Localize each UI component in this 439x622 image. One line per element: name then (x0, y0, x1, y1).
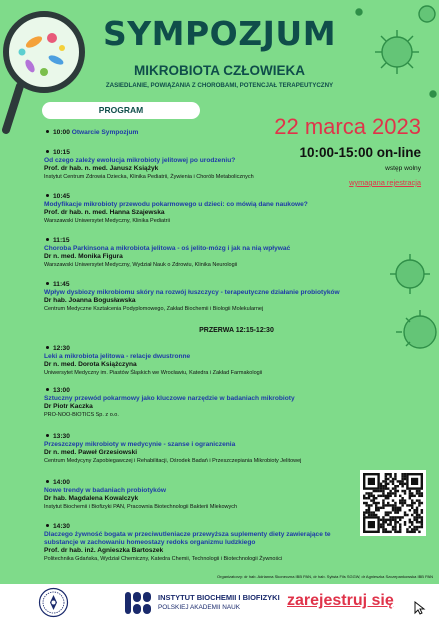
item-speaker: Dr hab. Joanna Bogusławska (44, 297, 136, 304)
item-affiliation: Centrum Medyczne Kształcenia Podyplomowego, Zakład Biochemii i Biologii Molekularnej (44, 305, 264, 312)
item-time: 10:00 (53, 129, 70, 136)
item-speaker: Dr hab. Magdalena Kowalczyk (44, 495, 139, 502)
item-time: 11:45 (53, 281, 70, 288)
item-speaker: Prof. dr hab. n. med. Janusz Książyk (44, 165, 159, 172)
cursor-icon (412, 601, 426, 615)
item-time: 13:00 (53, 387, 70, 394)
schedule-item (44, 236, 429, 269)
symposium-title: SYMPOZJUM (102, 14, 337, 53)
item-time: 14:00 (53, 479, 70, 486)
item-speaker: Dr Piotr Kaczka (44, 403, 93, 410)
qr-code[interactable] (360, 470, 426, 536)
item-speaker: Prof. dr hab. inż. Agnieszka Bartoszek (44, 547, 164, 554)
register-link[interactable]: zarejestruj się (287, 592, 394, 609)
item-time: 11:15 (53, 237, 70, 244)
event-date: 22 marca 2023 (274, 114, 421, 139)
item-speaker: Prof. dr hab. n. med. Hanna Szajewska (44, 209, 165, 216)
program-badge: PROGRAM (42, 102, 200, 119)
organizers-note: Organizatorzy: dr hab. Adrianna Skoneczna IBB PAN, dr hab. Sylwia Fils SGGW, dr Agnieszka Szczepankowska IBB PAN (217, 574, 433, 579)
schedule-item (44, 478, 354, 511)
schedule-item (44, 344, 429, 377)
item-time: 10:45 (53, 193, 70, 200)
item-affiliation: Politechnika Gdańska, Wydział Chemiczny, Katedra Chemii, Technologii i Biotechnologii Żywności (44, 555, 283, 562)
item-title: Choroba Parkinsona a mikrobiota jelitowa - oś jelito-mózg i jak na nią wpływać (44, 245, 291, 252)
item-time: 10:15 (53, 149, 70, 156)
item-affiliation: Uniwersytet Medyczny im. Piastów Śląskich we Wrocławiu, Katedra i Zakład Farmakologii (44, 369, 263, 376)
schedule-item (44, 522, 354, 563)
schedule-item (44, 280, 429, 313)
item-title: Od czego zależy ewolucja mikrobioty jelitowej po urodzeniu? (44, 157, 236, 164)
registration-note[interactable]: wymagana rejestracja (349, 178, 421, 187)
schedule-item (44, 386, 429, 419)
item-speaker: Dr n. med. Monika Figura (44, 253, 123, 260)
institute-name: INSTYTUT BIOCHEMII I BIOFIZYKI (158, 593, 280, 602)
item-affiliation: Centrum Medycyny Zapobiegawczej i Rehabilitacji, Ośrodek Badań i Przeszczepiania Mikrobioty Jelitowej (44, 457, 302, 464)
academy-name: POLSKIEJ AKADEMII NAUK (158, 604, 241, 611)
institute-emblem-icon (38, 587, 69, 618)
entry-note: wstęp wolny (385, 165, 421, 172)
item-title: Wpływ dysbiozy mikrobiomu skóry na rozwój łuszczycy - terapeutyczne działanie probiotyków (44, 289, 340, 296)
symposium-subtitle: MIKROBIOTA CZŁOWIEKA (134, 63, 305, 78)
schedule-item (44, 148, 429, 181)
schedule-item (44, 432, 429, 465)
event-time: 10:00-15:00 on-line (299, 145, 421, 160)
item-title: Modyfikacje mikrobioty przewodu pokarmowego u dzieci: co mówią dane naukowe? (44, 201, 308, 208)
ibb-logo-icon (124, 590, 152, 616)
item-title: Sztuczny przewód pokarmowy jako kluczowe narzędzie w badaniach mikrobioty (44, 395, 295, 402)
item-speaker: Dr n. med. Dorota Książczyna (44, 361, 137, 368)
break-label: PRZERWA 12:15-12:30 (199, 327, 274, 334)
item-affiliation: Instytut Biochemii i Biofizyki PAN, Pracownia Biotechnologii Bakterii Mlekowych (44, 503, 238, 510)
item-affiliation: PRO-NOO-BIOTICS Sp. z o.o. (44, 411, 119, 418)
item-affiliation: Instytut Centrum Zdrowia Dziecka, Klinika Pediatrii, Żywienia i Chorób Metabolicznych (44, 173, 254, 180)
schedule-item (44, 128, 429, 137)
item-speaker: Dr n. med. Paweł Grzesiowski (44, 449, 138, 456)
footer (0, 584, 439, 622)
item-affiliation: Warszawski Uniwersytet Medyczny, Klinika Pediatrii (44, 217, 170, 224)
item-time: 13:30 (53, 433, 70, 440)
item-title: Leki a mikrobiota jelitowa - relacje dwustronne (44, 353, 191, 360)
item-affiliation: Warszawski Uniwersytet Medyczny, Wydział Nauk o Zdrowiu, Klinika Neurologii (44, 261, 238, 268)
item-title: Dlaczego żywność bogata w przeciwutleniacze przewyższa suplementy diety zawierające te substancje w zachowaniu homeostazy redoks organizmu ludzkiego (44, 531, 331, 546)
item-time: 14:30 (53, 523, 70, 530)
item-title: Przeszczepy mikrobioty w medycynie - szanse i ograniczenia (44, 441, 236, 448)
symposium-tagline: ZASIEDLANIE, POWIĄZANIA Z CHOROBAMI, POTENCJAŁ TERAPEUTYCZNY (105, 82, 334, 89)
schedule-item (44, 192, 429, 225)
item-title: Nowe trendy w badaniach probiotyków (44, 487, 167, 494)
item-time: 12:30 (53, 345, 70, 352)
item-title: Otwarcie Sympozjum (71, 129, 139, 136)
